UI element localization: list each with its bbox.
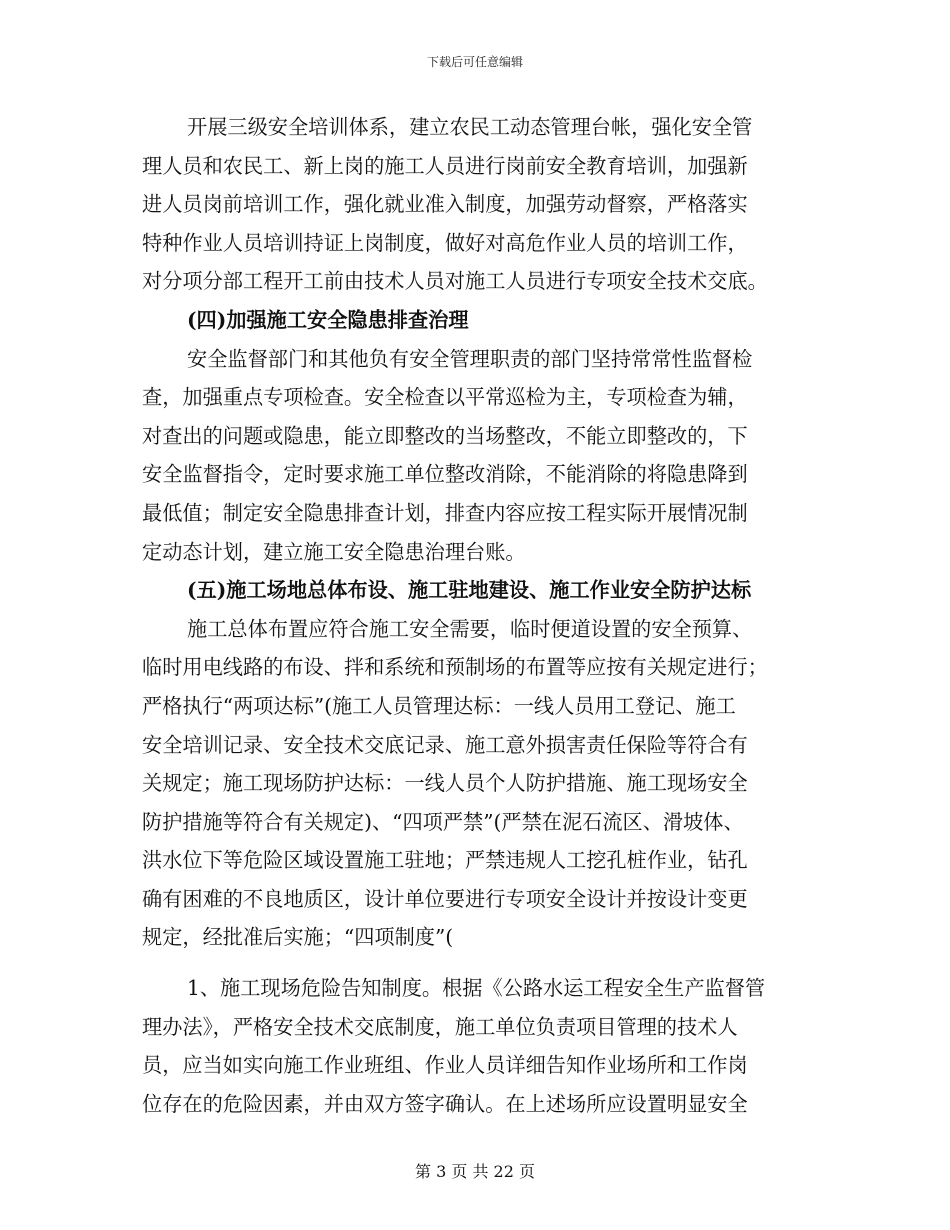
paragraph-line: 理人员和农民工、新上岗的施工人员进行岗前安全教育培训，加强新 <box>142 153 748 178</box>
paragraph-line: 定动态计划，建立施工安全隐患治理台账。 <box>142 539 526 564</box>
paragraph-line: 位存在的危险因素，并由双方签字确认。在上述场所应设置明显安全 <box>142 1091 748 1116</box>
paragraph-line: 对查出的问题或隐患，能立即整改的当场整改，不能立即整改的，下 <box>142 423 748 448</box>
document-body <box>142 108 810 1123</box>
paragraph-line: 员，应当如实向施工作业班组、作业人员详细告知作业场所和工作岗 <box>142 1053 748 1078</box>
paragraph-line: 查，加强重点专项检查。安全检查以平常巡检为主，专项检查为辅， <box>142 385 748 410</box>
section-heading-5: (五)施工场地总体布设、施工驻地建设、施工作业安全防护达标 <box>187 578 752 603</box>
section-heading-4: (四)加强施工安全隐患排查治理 <box>187 307 469 332</box>
paragraph-line: 开展三级安全培训体系，建立农民工动态管理台帐，强化安全管 <box>187 115 753 139</box>
paragraph-line: 安全监督指令，定时要求施工单位整改消除，不能消除的将隐患降到 <box>142 462 748 487</box>
paragraph-line: 防护措施等符合有关规定)、“四项严禁”(严禁在泥石流区、滑坡体、 <box>142 809 744 834</box>
paragraph-line: 特种作业人员培训持证上岗制度，做好对高危作业人员的培训工作， <box>142 230 748 255</box>
paragraph-line: 施工总体布置应符合施工安全需要，临时便道设置的安全预算、 <box>187 616 753 641</box>
paragraph-line: 严格执行“两项达标”(施工人员管理达标：一线人员用工登记、施工 <box>142 693 736 718</box>
paragraph-line: 确有困难的不良地质区，设计单位要进行专项安全设计并按设计变更 <box>142 886 748 911</box>
paragraph-line: 安全培训记录、安全技术交底记录、施工意外损害责任保险等符合有 <box>142 732 748 757</box>
paragraph-line: 临时用电线路的布设、拌和系统和预制场的布置等应按有关规定进行； <box>142 655 768 680</box>
paragraph-line: 规定，经批准后实施；“四项制度”( <box>142 925 454 950</box>
paragraph-line: 洪水位下等危险区域设置施工驻地；严禁违规人工挖孔桩作业，钻孔 <box>142 848 748 873</box>
paragraph-line: 安全监督部门和其他负有安全管理职责的部门坚持常常性监督检 <box>187 346 753 371</box>
paragraph-line: 关规定；施工现场防护达标：一线人员个人防护措施、施工现场安全 <box>142 771 748 796</box>
paragraph-line: 理办法》，严格安全技术交底制度，施工单位负责项目管理的技术人 <box>142 1014 738 1039</box>
paragraph-gap <box>142 957 810 969</box>
paragraph-line: 对分项分部工程开工前由技术人员对施工人员进行专项安全技术交底。 <box>142 269 768 294</box>
paragraph-line: 1、施工现场危险告知制度。根据《公路水运工程安全生产监督管 <box>187 976 766 1001</box>
page-number-footer: 第 3 页 共 22 页 <box>415 1162 535 1181</box>
paragraph-line: 进人员岗前培训工作，强化就业准入制度，加强劳动督察，严格落实 <box>142 192 748 217</box>
header-note: 下载后可任意编辑 <box>426 55 523 69</box>
paragraph-line: 最低值；制定安全隐患排查计划，排查内容应按工程实际开展情况制 <box>142 500 748 525</box>
